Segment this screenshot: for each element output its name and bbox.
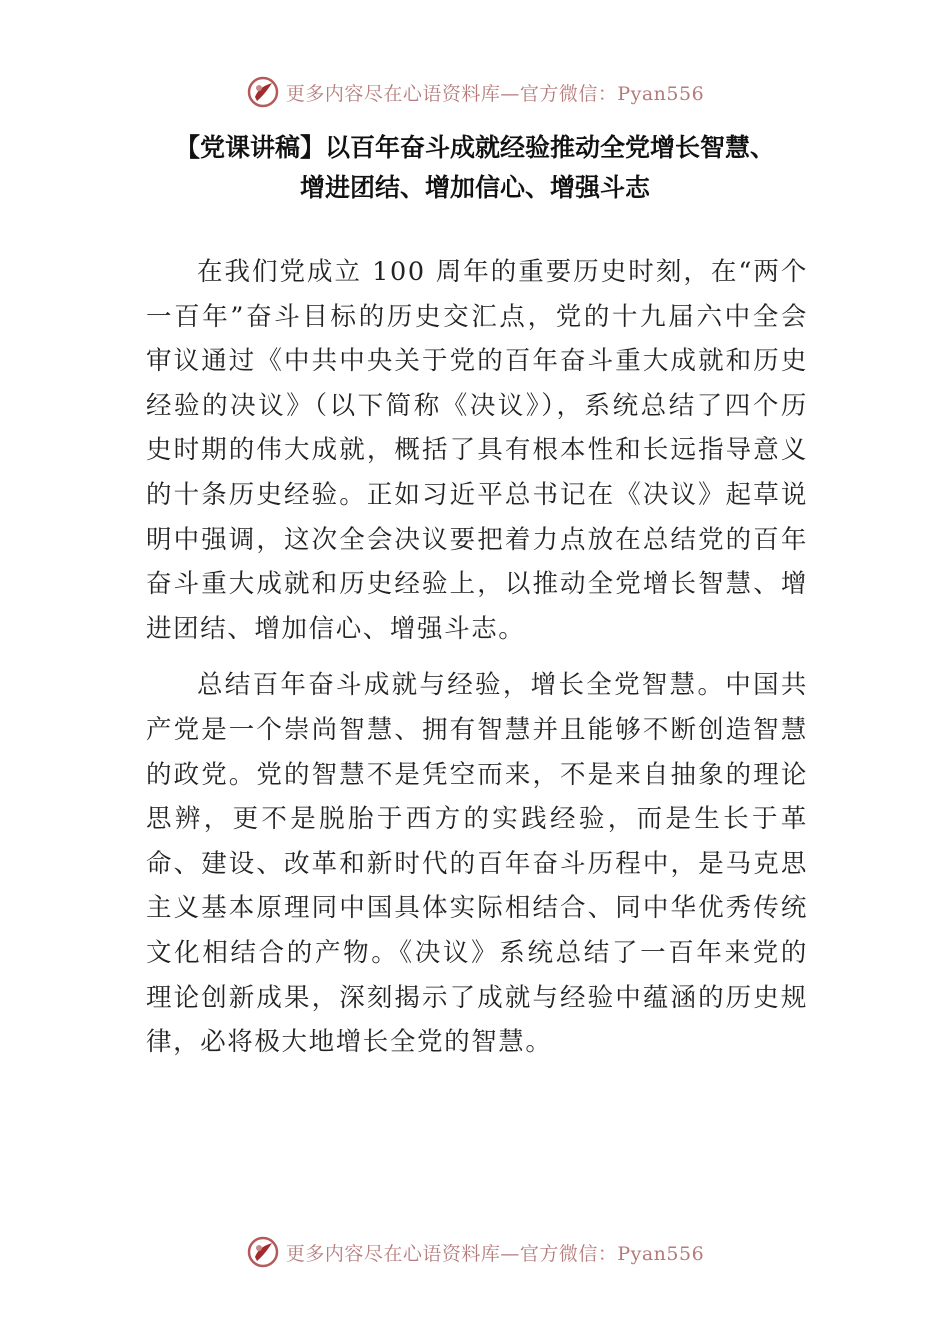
header-banner-text: 更多内容尽在心语资料库—官方微信：Pyan556	[285, 82, 705, 105]
paragraph: 在我们党成立 100 周年的重要历史时刻，在“两个一百年”奋斗目标的历史交汇点，党的十九届六中全会审议通过《中共中央关于党的百年奋斗重大成就和历史经验的决议》（以下简称《决议》），系统总结了四个历史时期的伟大成就，概括了具有根本性和长远指导意义的十条历史经验。正如习近平总书记在《决议》起草说明中强调，这次全会决议要把着力点放在总结党的百年奋斗重大成就和历史经验上，以推动全党增长智慧、增进团结、增加信心、增强斗志。	[146, 257, 808, 644]
footer-banner-text: 更多内容尽在心语资料库—官方微信：Pyan556	[285, 1242, 705, 1265]
footer-banner	[0, 1232, 950, 1272]
document-title-line-2: 增进团结、增加信心、增强斗志	[299, 173, 650, 202]
document-title	[60, 128, 890, 208]
brand-logo-icon	[246, 75, 280, 109]
document-title-line-1: 【党课讲稿】以百年奋斗成就经验推动全党增长智慧、	[174, 133, 775, 162]
header-banner	[0, 72, 950, 112]
document-body	[146, 250, 808, 1077]
brand-logo-icon	[246, 1235, 280, 1269]
paragraph: 总结百年奋斗成就与经验，增长全党智慧。中国共产党是一个崇尚智慧、拥有智慧并且能够不断创造智慧的政党。党的智慧不是凭空而来，不是来自抽象的理论思辨，更不是脱胎于西方的实践经验，而是生长于革命、建设、改革和新时代的百年奋斗历程中，是马克思主义基本原理同中国具体实际相结合、同中华优秀传统文化相结合的产物。《决议》系统总结了一百年来党的理论创新成果，深刻揭示了成就与经验中蕴涵的历史规律，必将极大地增长全党的智慧。	[146, 670, 808, 1058]
